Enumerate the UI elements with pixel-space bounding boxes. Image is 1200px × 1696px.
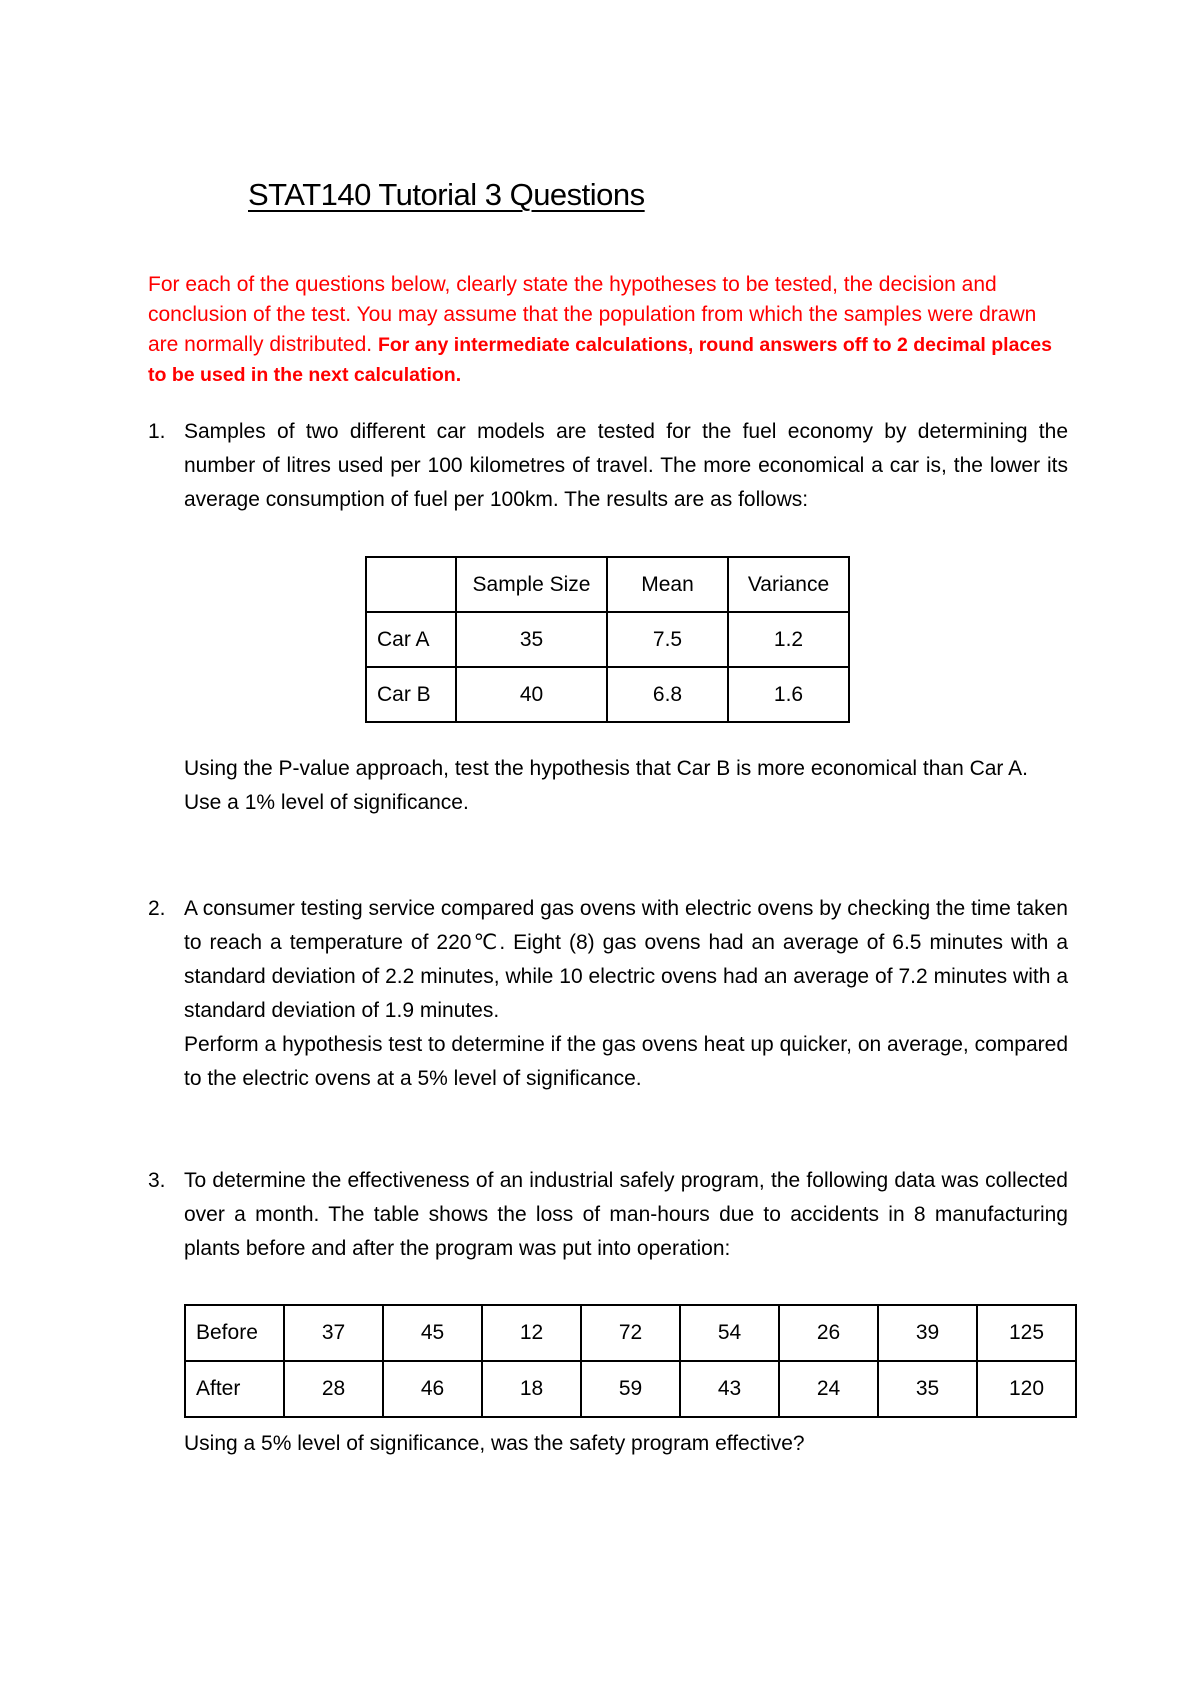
table-cell: 35 bbox=[878, 1361, 977, 1417]
table-cell: 39 bbox=[878, 1305, 977, 1361]
page-title: STAT140 Tutorial 3 Questions bbox=[248, 177, 645, 212]
question-text-2: Perform a hypothesis test to determine if the gas ovens heat up quicker, on average, compared to the electric ovens at a 5% level of significance. bbox=[184, 1033, 1068, 1090]
table-cell: 125 bbox=[977, 1305, 1076, 1361]
table-cell: 1.6 bbox=[728, 667, 849, 722]
car-table bbox=[365, 556, 850, 723]
table-cell: 12 bbox=[482, 1305, 581, 1361]
table-cell: 1.2 bbox=[728, 612, 849, 667]
question-1 bbox=[148, 415, 1068, 517]
question-number: 1. bbox=[148, 420, 166, 443]
table-cell: 45 bbox=[383, 1305, 482, 1361]
question-text: A consumer testing service compared gas ovens with electric ovens by checking the time taken to reach a temperature of 220℃. Eight (8) gas ovens had an average of 6.5 minutes with a standard deviation of 2.2 minutes, while 10 electric ovens had an average of 7.2 minutes with a standard deviation of 1.9 minutes. bbox=[184, 897, 1068, 1022]
table-row-before bbox=[185, 1305, 1076, 1361]
table-cell: 26 bbox=[779, 1305, 878, 1361]
table-cell: 7.5 bbox=[607, 612, 728, 667]
table-row-label: Car B bbox=[366, 667, 456, 722]
question-3-followup: Using a 5% level of significance, was the safety program effective? bbox=[184, 1432, 805, 1455]
table-row bbox=[366, 667, 849, 722]
table-cell: 72 bbox=[581, 1305, 680, 1361]
table-row-label: Before bbox=[185, 1305, 284, 1361]
table-cell: 24 bbox=[779, 1361, 878, 1417]
man-hours-table bbox=[184, 1304, 1077, 1418]
table-cell: 46 bbox=[383, 1361, 482, 1417]
question-number: 2. bbox=[148, 897, 166, 920]
instructions-text: For each of the questions below, clearly state the hypotheses to be tested, the decision and conclusion of the test. You may assume that the population from which the samples were drawn are normally distributed. bbox=[148, 273, 1037, 356]
table-row-label: Car A bbox=[366, 612, 456, 667]
table-cell: 37 bbox=[284, 1305, 383, 1361]
table-header-row bbox=[366, 557, 849, 612]
table-row-label: After bbox=[185, 1361, 284, 1417]
question-text: Samples of two different car models are tested for the fuel economy by determining the number of litres used per 100 kilometres of travel. The more economical a car is, the lower its average consumption of fuel per 100km. The results are as follows: bbox=[184, 420, 1068, 511]
table-cell: 43 bbox=[680, 1361, 779, 1417]
instructions bbox=[148, 270, 1068, 390]
table-cell: 18 bbox=[482, 1361, 581, 1417]
instructions-bold-text: For any intermediate calculations, round answers off to 2 decimal places to be used in the next calculation. bbox=[148, 334, 1052, 386]
table-header-cell: Mean bbox=[607, 557, 728, 612]
table-header-cell bbox=[366, 557, 456, 612]
table-cell: 6.8 bbox=[607, 667, 728, 722]
table-cell: 40 bbox=[456, 667, 607, 722]
table-cell: 35 bbox=[456, 612, 607, 667]
table-row bbox=[366, 612, 849, 667]
question-number: 3. bbox=[148, 1169, 166, 1192]
question-3 bbox=[148, 1164, 1068, 1266]
table-cell: 120 bbox=[977, 1361, 1076, 1417]
question-2 bbox=[148, 892, 1068, 1096]
table-row-after bbox=[185, 1361, 1076, 1417]
table-cell: 54 bbox=[680, 1305, 779, 1361]
table-header-cell: Sample Size bbox=[456, 557, 607, 612]
table-cell: 28 bbox=[284, 1361, 383, 1417]
question-1-followup: Using the P-value approach, test the hypothesis that Car B is more economical than Car A. Use a 1% level of significance. bbox=[184, 757, 1028, 814]
question-text: To determine the effectiveness of an industrial safely program, the following data was collected over a month. The table shows the loss of man-hours due to accidents in 8 manufacturing plants before and after the program was put into operation: bbox=[184, 1169, 1068, 1260]
table-cell: 59 bbox=[581, 1361, 680, 1417]
table-header-cell: Variance bbox=[728, 557, 849, 612]
